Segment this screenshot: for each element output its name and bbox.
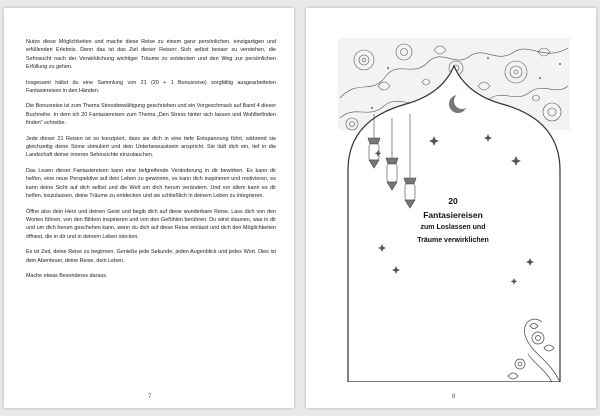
paragraph: Das Lesen dieser Fantasiereisen kann eine tiefgreifende Veränderung in dir bewirken. Es kann dir helfen, eine neue Perspektive auf dein Leben zu gewinnen, es kann dich inspirieren und motivieren, es kann deine Sicht auf dich selbst und die Welt um dich herum verändern. Und vor allem kann es dir helfen, loszulassen, deine Träume zu entdecken und sie schließlich in deinem Leben zu integrieren. bbox=[26, 167, 276, 200]
paragraph: Öffne also dein Herz und deinen Geist und begib dich auf diese wunderbare Reise. Lass dich von den Worten führen, von den Bildern inspirieren und von den Gefühlen berühren. Du wirst staunen, was in dir und um dich herum geschehen kann, wenn du dich auf diese Reise einlässt und dich den Möglichkeiten öffnest, die in dir und in deinem Leben stecken. bbox=[26, 208, 276, 240]
paragraph: Die Bonusreise ist zum Thema Stressbewältigung geschrieben und ein Vorgeschmack auf Band 4 dieser Buchreihe. In dem ich 20 Fantasiereisen zum Thema „Den Stress hinter sich lassen und Wohlbefinden finden" schreibe. bbox=[26, 103, 276, 127]
page-number: 7 bbox=[148, 394, 152, 400]
paragraph: Jede dieser 21 Reisen ist so konzipiert, dass sie dich in eine tiefe Entspannung führt, während sie gleichzeitig deine Sinne stimuliert und dein Unterbewusstsein anspricht. Sie lädt dich ein, tief in die Landschaft deiner inneren Sehnsüchte einzutauchen. bbox=[26, 135, 276, 159]
title-line: zum Loslassen und bbox=[420, 224, 486, 231]
right-page bbox=[306, 8, 596, 408]
title-line: Träume verwirklichen bbox=[417, 236, 489, 244]
paragraph: Insgesamt hältst du eine Sammlung von 21 (20 + 1 Bonusreise) sorgfältig ausgearbeiteten Fantasiereisen in den Händen. bbox=[26, 79, 276, 95]
paragraph: Es ist Zeit, deine Reise zu beginnen. Genieße jede Sekunde, jeden Augenblick und jedes Wort. Dies ist dein Abenteuer, deine Reise, dein Leben. bbox=[26, 249, 276, 264]
page-number: 8 bbox=[452, 394, 456, 400]
paragraph: Mache etwas Besonderes daraus. bbox=[26, 272, 108, 279]
title-line: Fantasiereisen bbox=[423, 210, 483, 220]
paragraph: Nutze diese Möglichkeiten und mache diese Reise zu einem ganz persönlichen, einzigartigen und erfüllenden Erlebnis. Denn das ist das Ziel dieser Reisen: Sich selbst besser zu verstehen, die Sehnsucht nach der Verwirklichung wichtiger Träume zu entdecken und den Weg zur persönlichen Erfüllung zu gehen. bbox=[26, 39, 276, 71]
body-text bbox=[26, 38, 276, 287]
left-page bbox=[4, 8, 294, 408]
book-title bbox=[388, 194, 518, 247]
title-number: 20 bbox=[448, 196, 458, 206]
